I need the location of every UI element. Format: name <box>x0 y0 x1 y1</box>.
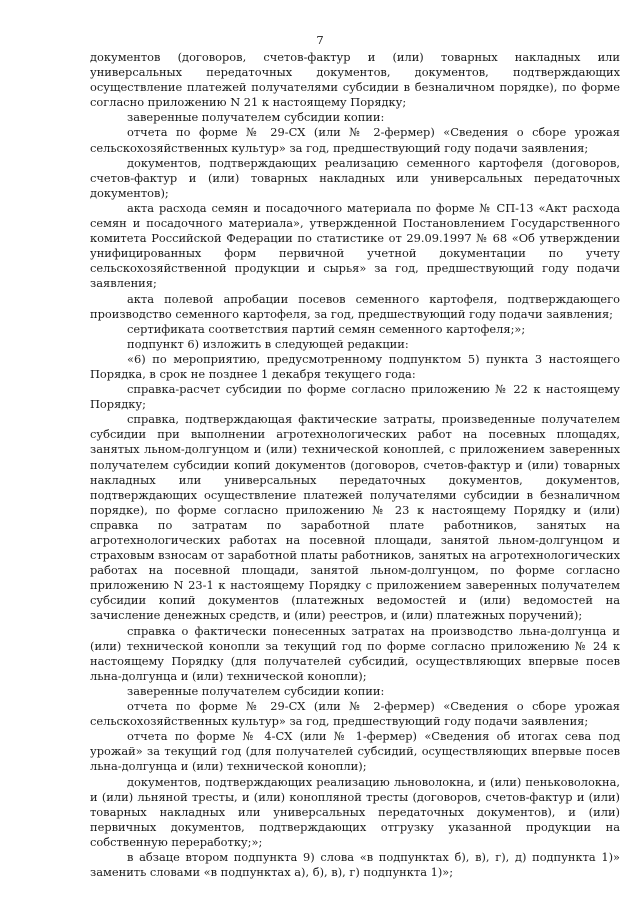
paragraph: документов, подтверждающих реализацию семенного картофеля (договоров, счетов-фактур и (или) товарных накладных или универсальных передаточных документов); <box>90 155 620 200</box>
paragraph: отчета по форме № 29-СХ (или № 2-фермер) «Сведения о сборе урожая сельскохозяйственных культур» за год, предшествующий году подачи заявления; <box>90 125 620 155</box>
paragraph: справка-расчет субсидии по форме согласно приложению № 22 к настоящему Порядку; <box>90 382 620 412</box>
paragraph: документов (договоров, счетов-фактур и (или) товарных накладных или универсальных передаточных документов, документов, подтверждающих осуществление платежей получателями субсидии в безналичном порядке), по форме согласно приложению N 21 к настоящему Порядку; <box>90 50 620 110</box>
paragraph: в абзаце втором подпункта 9) слова «в подпунктах б), в), г), д) подпункта 1)» заменить словами «в подпунктах а), б), в), г) подпункта 1)»; <box>90 849 620 880</box>
paragraph: заверенные получателем субсидии копии: <box>127 683 385 698</box>
paragraph: акта расхода семян и посадочного материала по форме № СП-13 «Акт расхода семян и посадочного материала», утвержденной Постановлением Государственного комитета Российской Федерации по статистике от 29.09.1997 № 68 «Об утверждении унифицированных форм первичной учетной документации по учету сельскохозяйственной продукции и сырья» за год, предшествующий году подачи заявления; <box>90 200 620 291</box>
paragraph: отчета по форме № 29-СХ (или № 2-фермер) «Сведения о сборе урожая сельскохозяйственных культур» за год, предшествующий году подачи заявления; <box>90 699 620 729</box>
paragraph: заверенные получателем субсидии копии: <box>127 110 385 125</box>
paragraph: сертификата соответствия партий семян семенного картофеля;»; <box>127 321 526 336</box>
paragraph: «6) по мероприятию, предусмотренному подпунктом 5) пункта 3 настоящего Порядка, в срок не позднее 1 декабря текущего года: <box>90 351 620 381</box>
document-body <box>90 50 620 880</box>
paragraph: документов, подтверждающих реализацию льноволокна, и (или) пеньковолокна, и (или) льняной тресты, и (или) конопляной тресты (договоров, счетов-фактур и (или) товарных накладных или универсальных передаточных документов), и (или) первичных документов, подтверждающих отгрузку указанной продукции на собственную переработку;»; <box>90 774 620 849</box>
paragraph: подпункт 6) изложить в следующей редакции: <box>127 336 409 351</box>
paragraph: акта полевой апробации посевов семенного картофеля, подтверждающего производство семенного картофеля, за год, предшествующий году подачи заявления; <box>90 291 620 321</box>
paragraph: справка, подтверждающая фактические затраты, произведенные получателем субсидии при выполнении агротехнологических работ на посевных площадях, занятых льном-долгунцом и (или) технической коноплей, с приложением заверенных получателем субсидии копий документов (договоров, счетов-фактур и (или) товарных накладных или универсальных передаточных документов, документов, подтверждающих осуществление платежей получателями субсидии в безналичном порядке), по форме согласно приложению № 23 к настоящему Порядку и (или) справка по затратам по заработной плате работников, занятых на агротехнологических работах на посевной площади, занятой льном-долгунцом и страховым взносам от заработной платы работников, занятых на агротехнологических работах на посевной площади, занятой льном-долгунцом, по форме согласно приложению N 23-1 к настоящему Порядку с приложением заверенных получателем субсидии копий документов (платежных ведомостей и (или) ведомостей на зачисление денежных средств, и (или) реестров, и (или) платежных поручений); <box>90 412 620 623</box>
paragraph: справка о фактически понесенных затратах на производство льна-долгунца и (или) технической конопли за текущий год по форме согласно приложению № 24 к настоящему Порядку (для получателей субсидий, осуществляющих впервые посев льна-долгунца и (или) технической конопли); <box>90 623 620 683</box>
paragraph: отчета по форме № 4-СХ (или № 1-фермер) «Сведения об итогах сева под урожай» за текущий год (для получателей субсидий, осуществляющих впервые посев льна-долгунца и (или) технической конопли); <box>90 729 620 774</box>
page-number: 7 <box>316 33 324 47</box>
